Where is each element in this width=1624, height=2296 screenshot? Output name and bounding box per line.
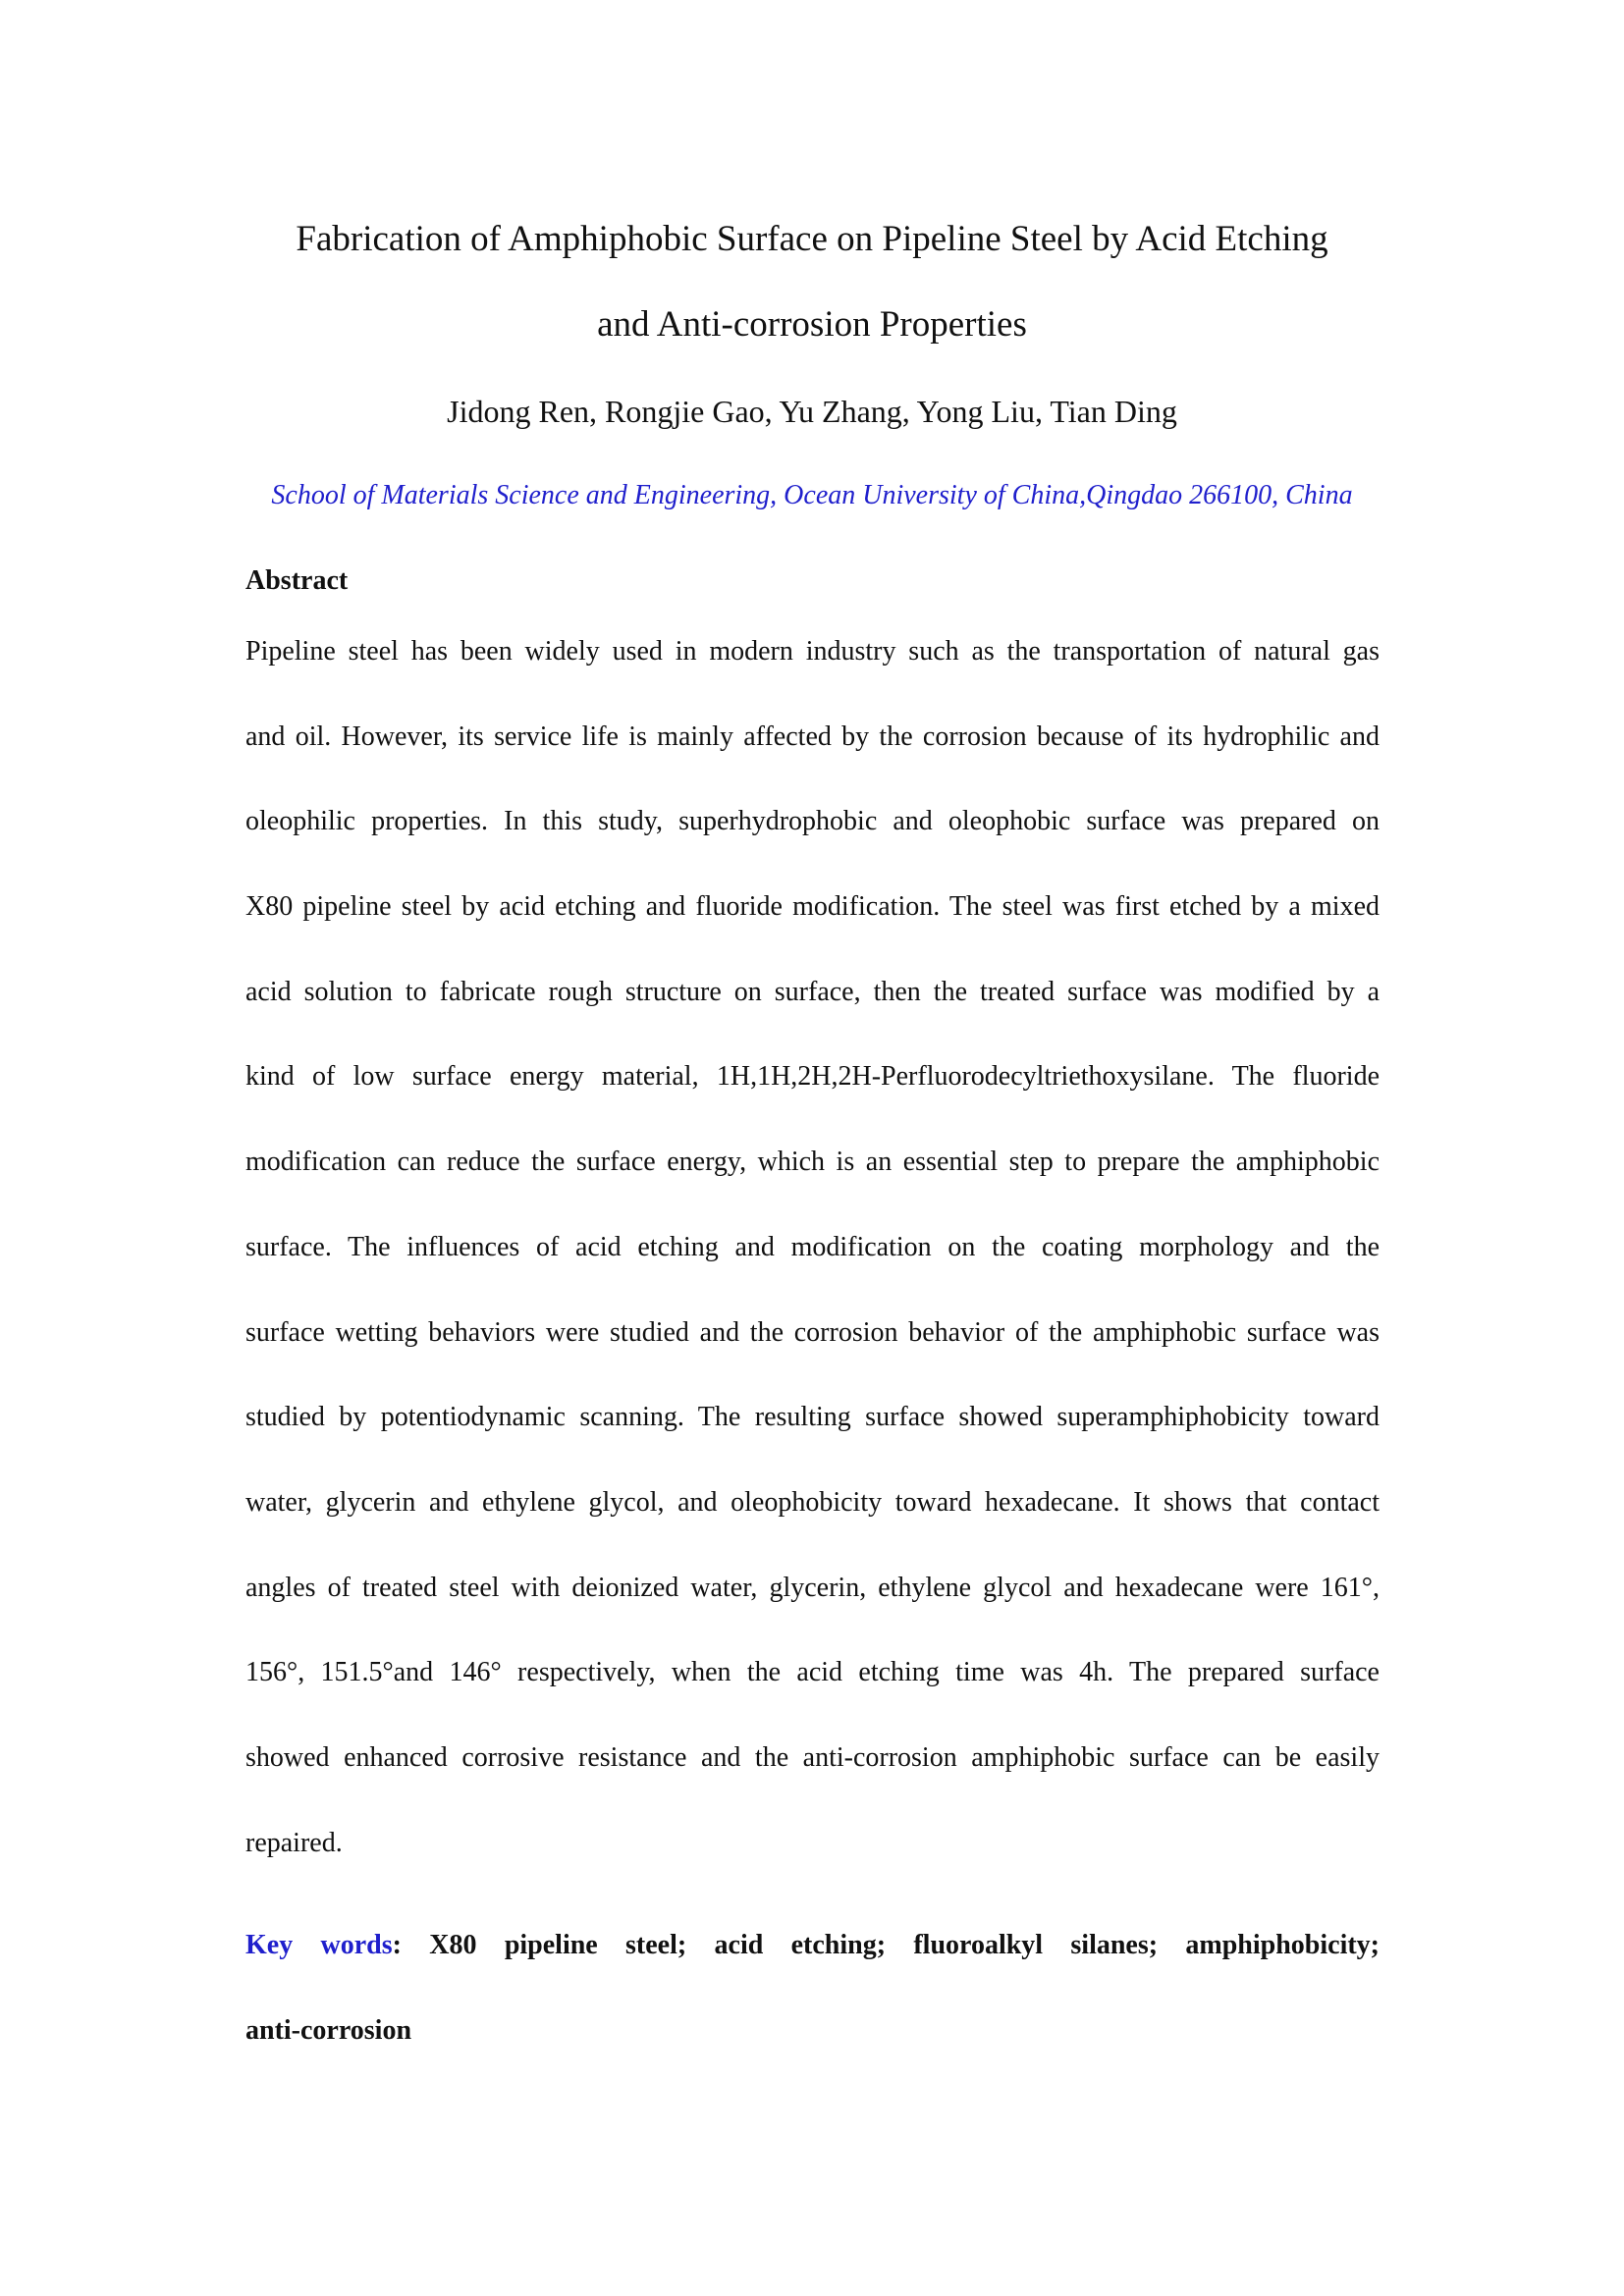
abstract-line: modification can reduce the surface energy, which is an essential step to prepare the amphiphobic bbox=[245, 1147, 1380, 1178]
abstract-line: repaired. bbox=[245, 1827, 343, 1858]
abstract-line: studied by potentiodynamic scanning. The resulting surface showed superamphiphobicity toward bbox=[245, 1402, 1380, 1433]
keywords-line-1 bbox=[245, 1930, 1380, 2015]
abstract-line: X80 pipeline steel by acid etching and fluoride modification. The steel was first etched by a mixed bbox=[245, 891, 1380, 923]
abstract-line: Pipeline steel has been widely used in modern industry such as the transportation of natural gas bbox=[245, 636, 1380, 667]
keywords-section bbox=[245, 1930, 1380, 2100]
abstract-line: 156°, 151.5°and 146° respectively, when the acid etching time was 4h. The prepared surface bbox=[245, 1657, 1380, 1688]
abstract-heading: Abstract bbox=[245, 565, 349, 596]
abstract-line: acid solution to fabricate rough structure on surface, then the treated surface was modified by a bbox=[245, 976, 1380, 1007]
keywords-colon: : bbox=[392, 1930, 402, 1960]
abstract-line: surface. The influences of acid etching and modification on the coating morphology and the bbox=[245, 1231, 1380, 1262]
abstract-line: and oil. However, its service life is mainly affected by the corrosion because of its hydrophilic and bbox=[245, 721, 1380, 752]
paper-title-line-2: and Anti-corrosion Properties bbox=[597, 304, 1027, 345]
keywords-line-2: anti-corrosion bbox=[245, 2014, 412, 2046]
abstract-line: surface wetting behaviors were studied and the corrosion behavior of the amphiphobic surface was bbox=[245, 1316, 1380, 1348]
abstract-line: kind of low surface energy material, 1H,1H,2H,2H-Perfluorodecyltriethoxysilane. The fluoride bbox=[245, 1061, 1380, 1093]
keywords-label: Key words bbox=[245, 1930, 393, 1960]
keywords-list: X80 pipeline steel; acid etching; fluoroalkyl silanes; amphiphobicity; bbox=[429, 1930, 1380, 1960]
abstract-line: angles of treated steel with deionized water, glycerin, ethylene glycol and hexadecane were 161°, bbox=[245, 1572, 1380, 1603]
abstract-line: oleophilic properties. In this study, superhydrophobic and oleophobic surface was prepared on bbox=[245, 806, 1380, 837]
author-list: Jidong Ren, Rongjie Gao, Yu Zhang, Yong Liu, Tian Ding bbox=[447, 394, 1177, 429]
abstract-line: showed enhanced corrosive resistance and the anti-corrosion amphiphobic surface can be easily bbox=[245, 1741, 1380, 1773]
paper-title-line-1: Fabrication of Amphiphobic Surface on Pipeline Steel by Acid Etching bbox=[296, 219, 1328, 259]
author-affiliation: School of Materials Science and Engineering, Ocean University of China,Qingdao 266100, China bbox=[271, 480, 1353, 510]
abstract-body bbox=[245, 636, 1380, 1912]
abstract-line: water, glycerin and ethylene glycol, and oleophobicity toward hexadecane. It shows that contact bbox=[245, 1486, 1380, 1518]
